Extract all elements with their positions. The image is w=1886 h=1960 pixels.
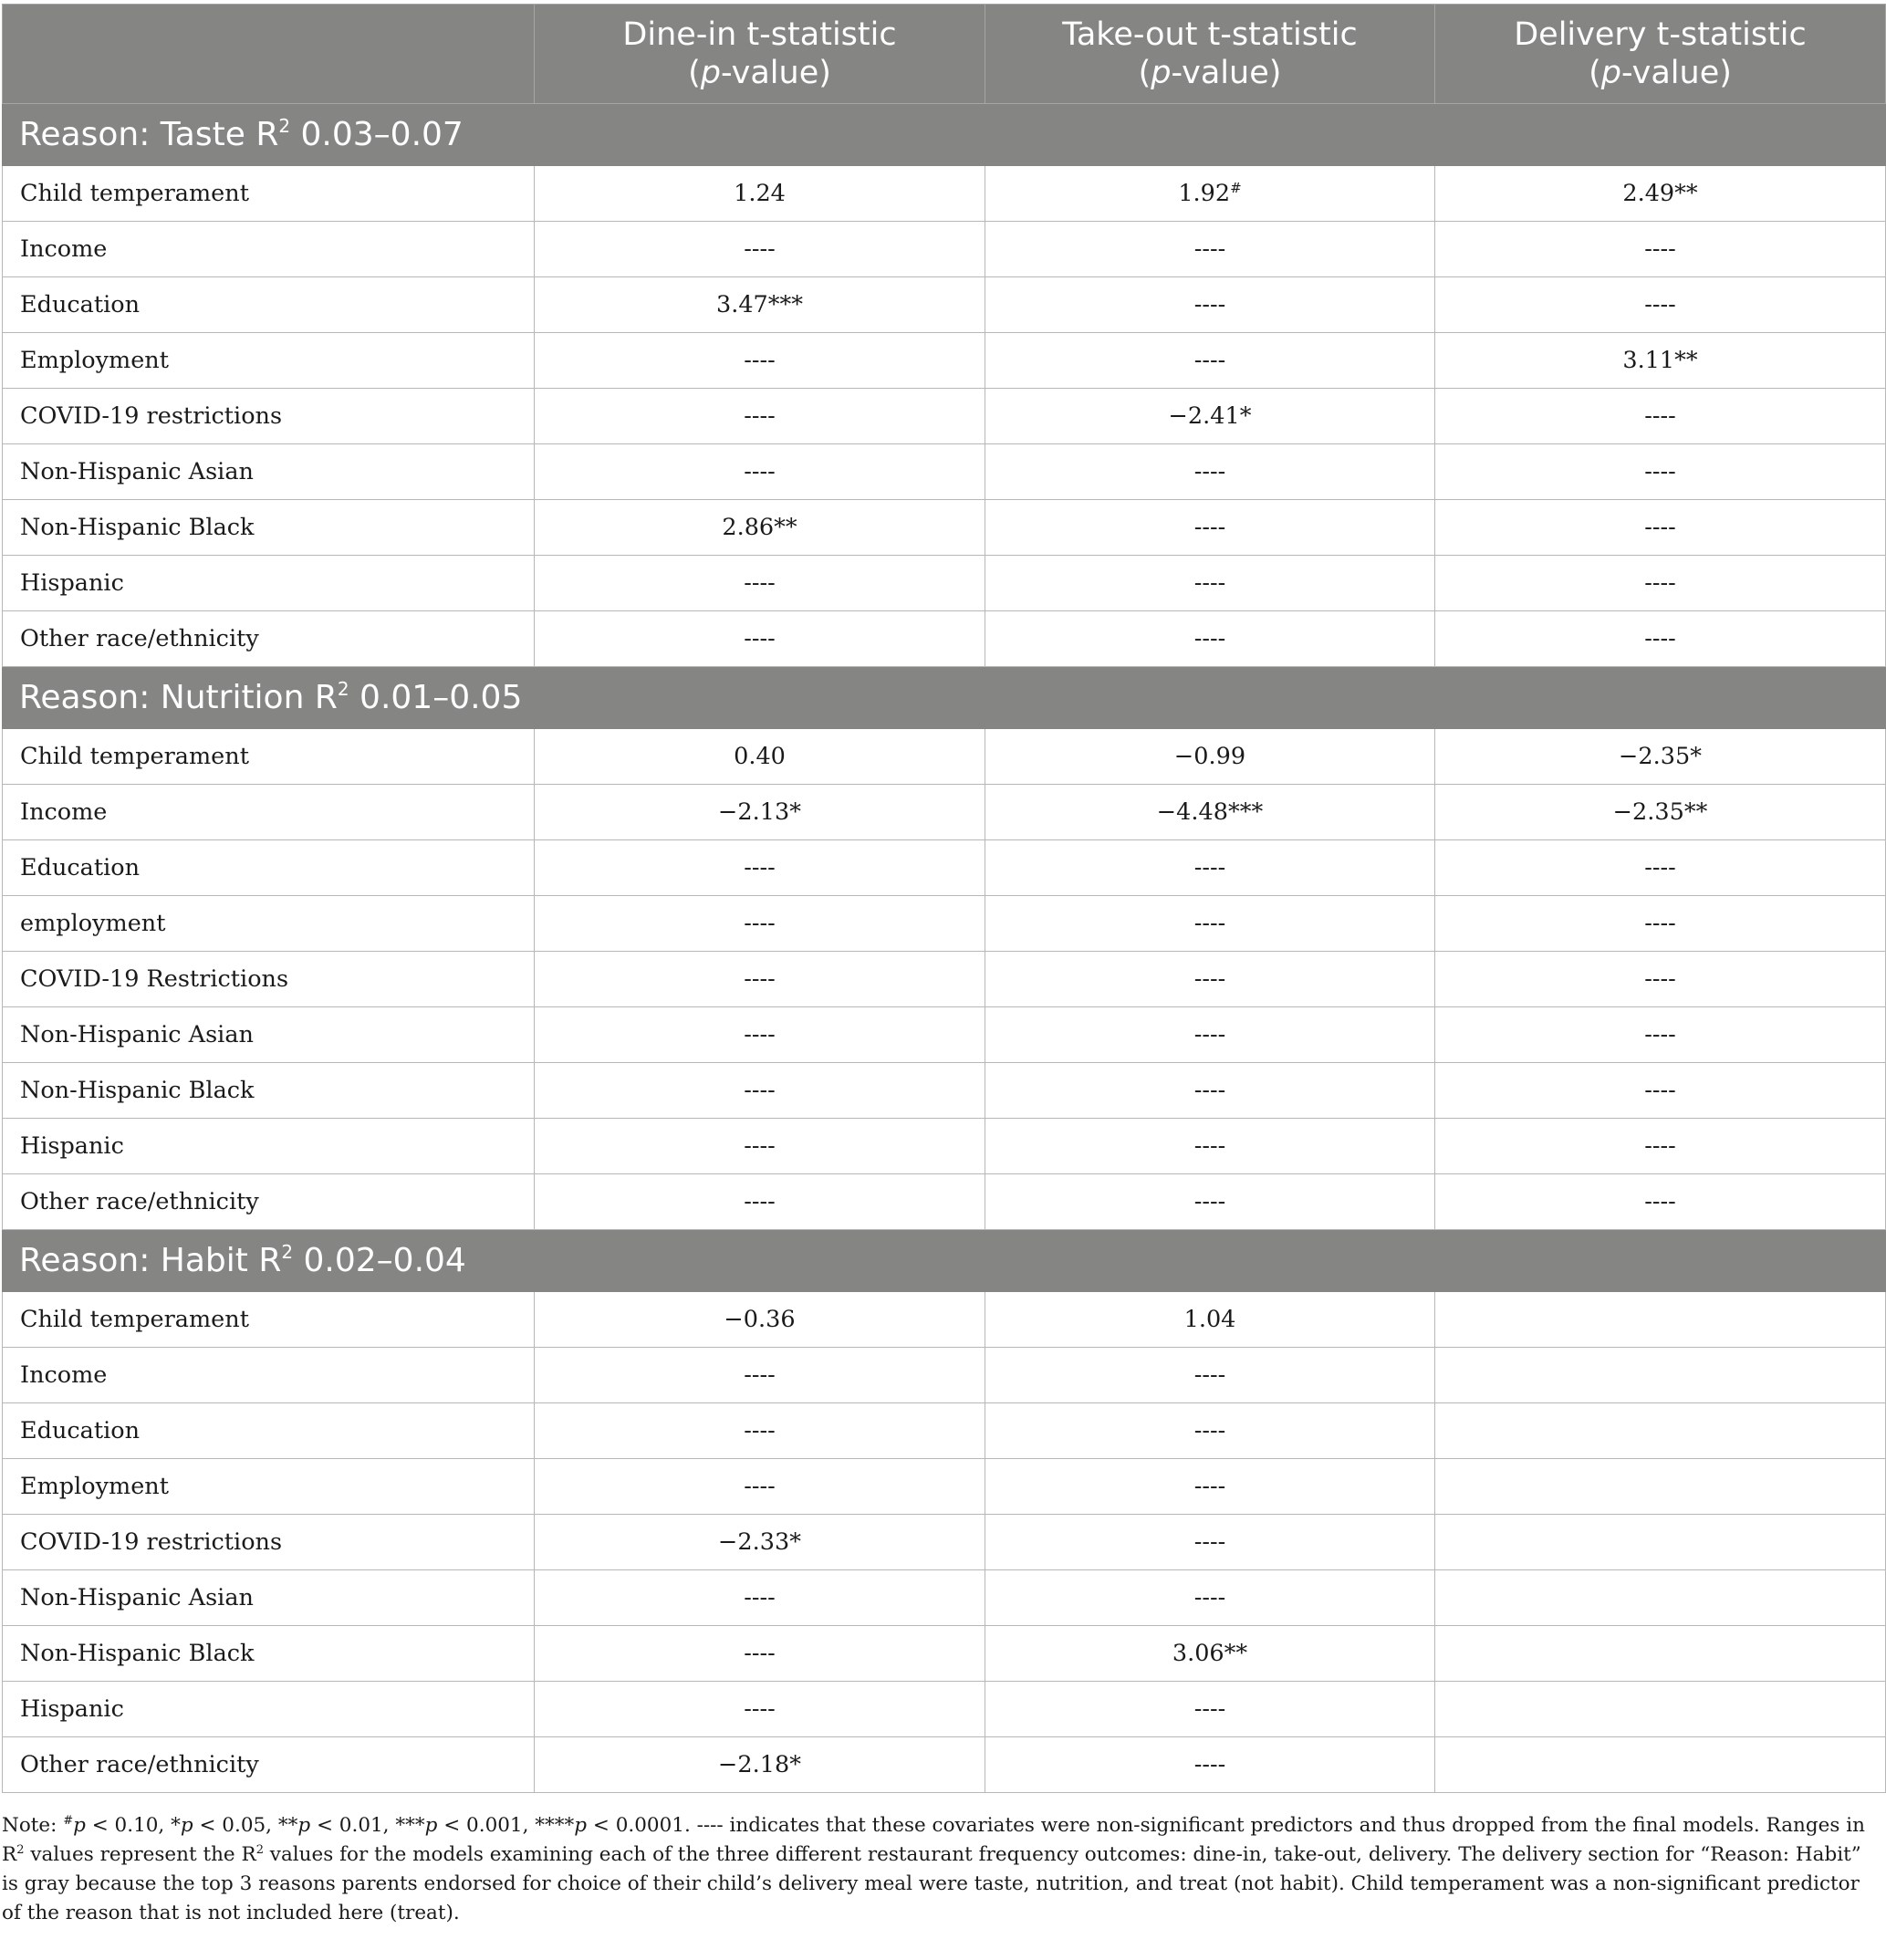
row-label: Education <box>3 277 535 333</box>
table-row <box>3 1174 1886 1230</box>
row-label: Non-Hispanic Asian <box>3 1570 535 1626</box>
delivery-cell: −2.35** <box>1435 785 1886 840</box>
table-row <box>3 1403 1886 1459</box>
take-out-cell: ---- <box>985 1063 1435 1119</box>
dine-in-cell: 2.86** <box>535 500 985 556</box>
table-row <box>3 444 1886 500</box>
table-row <box>3 166 1886 222</box>
p-italic: p <box>1600 55 1621 91</box>
dine-in-cell: ---- <box>535 1174 985 1230</box>
row-label: Non-Hispanic Black <box>3 1063 535 1119</box>
dine-in-cell: ---- <box>535 611 985 667</box>
table-row <box>3 1119 1886 1174</box>
table-row <box>3 1515 1886 1570</box>
take-out-cell: ---- <box>985 277 1435 333</box>
take-out-cell: 1.04 <box>985 1292 1435 1348</box>
r-squared-superscript: 2 <box>337 678 349 700</box>
take-out-cell: ---- <box>985 952 1435 1007</box>
column-header <box>535 5 985 104</box>
delivery-cell: ---- <box>1435 952 1886 1007</box>
table-row <box>3 1292 1886 1348</box>
dine-in-cell: ---- <box>535 1348 985 1403</box>
take-out-cell: −2.41* <box>985 389 1435 444</box>
row-label: Employment <box>3 333 535 389</box>
row-label: Hispanic <box>3 556 535 611</box>
take-out-cell: 1.92# <box>985 166 1435 222</box>
delivery-cell <box>1435 1292 1886 1348</box>
delivery-cell: ---- <box>1435 896 1886 952</box>
header-cell-blank <box>3 5 535 104</box>
dine-in-cell: 0.40 <box>535 729 985 785</box>
table-row <box>3 896 1886 952</box>
p-italic: p <box>73 1814 86 1837</box>
r-squared-superscript: 2 <box>278 115 291 137</box>
column-header-title: Take-out t-statistic <box>1062 16 1358 53</box>
section-title: Reason: Taste $R^2$ 0.03–0.07 <box>3 104 1886 166</box>
delivery-cell <box>1435 1737 1886 1793</box>
take-out-cell: ---- <box>985 333 1435 389</box>
row-label: Hispanic <box>3 1119 535 1174</box>
row-label: employment <box>3 896 535 952</box>
table-row <box>3 785 1886 840</box>
table-row <box>3 1063 1886 1119</box>
column-header-title: Dine-in t-statistic <box>622 16 897 53</box>
delivery-cell: ---- <box>1435 222 1886 277</box>
r-squared-superscript: 2 <box>255 1843 264 1857</box>
delivery-cell <box>1435 1682 1886 1737</box>
delivery-cell: 3.11** <box>1435 333 1886 389</box>
delivery-cell: ---- <box>1435 840 1886 896</box>
take-out-cell: ---- <box>985 500 1435 556</box>
take-out-cell: ---- <box>985 1348 1435 1403</box>
section-title: Reason: Nutrition $R^2$ 0.01–0.05 <box>3 667 1886 729</box>
delivery-cell: ---- <box>1435 444 1886 500</box>
column-header-subtitle: (p-value) <box>688 55 831 91</box>
table-row <box>3 729 1886 785</box>
table-row <box>3 1348 1886 1403</box>
table-row <box>3 277 1886 333</box>
dine-in-cell: ---- <box>535 1063 985 1119</box>
significance-mark: # <box>63 1814 74 1828</box>
delivery-cell <box>1435 1515 1886 1570</box>
table-row <box>3 500 1886 556</box>
row-label: Employment <box>3 1459 535 1515</box>
section-header-row <box>3 104 1886 166</box>
table-row <box>3 556 1886 611</box>
table-row <box>3 952 1886 1007</box>
take-out-cell: ---- <box>985 1459 1435 1515</box>
column-header <box>1435 5 1886 104</box>
table-body <box>3 104 1886 1793</box>
column-header-title: Delivery t-statistic <box>1514 16 1807 53</box>
row-label: Income <box>3 222 535 277</box>
row-label: Non-Hispanic Black <box>3 500 535 556</box>
row-label: Child temperament <box>3 1292 535 1348</box>
dine-in-cell: ---- <box>535 389 985 444</box>
p-italic: p <box>1151 55 1172 91</box>
take-out-cell: ---- <box>985 222 1435 277</box>
dine-in-cell: ---- <box>535 1459 985 1515</box>
delivery-cell: ---- <box>1435 500 1886 556</box>
take-out-cell: ---- <box>985 1682 1435 1737</box>
row-label: Child temperament <box>3 729 535 785</box>
table-row <box>3 1626 1886 1682</box>
table-row <box>3 222 1886 277</box>
dine-in-cell: ---- <box>535 1570 985 1626</box>
row-label: Non-Hispanic Black <box>3 1626 535 1682</box>
take-out-cell: ---- <box>985 1570 1435 1626</box>
p-italic: p <box>180 1814 193 1837</box>
delivery-cell: ---- <box>1435 277 1886 333</box>
delivery-cell: ---- <box>1435 1063 1886 1119</box>
delivery-cell <box>1435 1348 1886 1403</box>
row-label: Non-Hispanic Asian <box>3 444 535 500</box>
table-row <box>3 389 1886 444</box>
dine-in-cell: ---- <box>535 444 985 500</box>
dine-in-cell: ---- <box>535 222 985 277</box>
dine-in-cell: 1.24 <box>535 166 985 222</box>
take-out-cell: ---- <box>985 444 1435 500</box>
dine-in-cell: −0.36 <box>535 1292 985 1348</box>
row-label: COVID-19 Restrictions <box>3 952 535 1007</box>
p-italic: p <box>424 1814 438 1837</box>
column-header <box>985 5 1435 104</box>
delivery-cell <box>1435 1403 1886 1459</box>
row-label: Other race/ethnicity <box>3 611 535 667</box>
row-label: Other race/ethnicity <box>3 1174 535 1230</box>
p-italic: p <box>700 55 721 91</box>
table-footnote: Note: #p < 0.10, *p < 0.05, **p < 0.01, ***p < 0.001, ****p < 0.0001. ---- indicates that these covariates were non-significant predictors and thus dropped from the final models. Ranges in $R^2$ values represent the $R^2$ values for the models examining each of the three different restaurant frequency outcomes: dine-in, take-out, delivery. The delivery section for “Reason: Habit” is gray because the top 3 reasons parents endorsed for choice of their child’s delivery meal were taste, nutrition, and treat (not habit). Child temperament was a non-significant predictor of the reason that is not included here (treat). <box>2 1814 1865 1924</box>
dine-in-cell: ---- <box>535 556 985 611</box>
take-out-cell: ---- <box>985 1174 1435 1230</box>
results-table <box>2 4 1886 1793</box>
dine-in-cell: ---- <box>535 1626 985 1682</box>
take-out-cell: −4.48*** <box>985 785 1435 840</box>
delivery-cell: ---- <box>1435 1007 1886 1063</box>
section-title: Reason: Habit $R^2$ 0.02–0.04 <box>3 1230 1886 1292</box>
table-row <box>3 333 1886 389</box>
dine-in-cell: ---- <box>535 952 985 1007</box>
delivery-cell <box>1435 1626 1886 1682</box>
significance-mark: # <box>1230 180 1242 196</box>
take-out-cell: ---- <box>985 1007 1435 1063</box>
delivery-cell: −2.35* <box>1435 729 1886 785</box>
table-header-row <box>3 5 1886 104</box>
table-row <box>3 1737 1886 1793</box>
take-out-cell: ---- <box>985 1119 1435 1174</box>
take-out-cell: ---- <box>985 1737 1435 1793</box>
row-label: Income <box>3 785 535 840</box>
dine-in-cell: 3.47*** <box>535 277 985 333</box>
row-label: Hispanic <box>3 1682 535 1737</box>
dine-in-cell: ---- <box>535 1403 985 1459</box>
dine-in-cell: −2.13* <box>535 785 985 840</box>
row-label: COVID-19 restrictions <box>3 1515 535 1570</box>
table-row <box>3 1570 1886 1626</box>
dine-in-cell: ---- <box>535 1119 985 1174</box>
take-out-cell: ---- <box>985 556 1435 611</box>
row-label: COVID-19 restrictions <box>3 389 535 444</box>
take-out-cell: ---- <box>985 896 1435 952</box>
row-label: Non-Hispanic Asian <box>3 1007 535 1063</box>
take-out-cell: ---- <box>985 1515 1435 1570</box>
delivery-cell: 2.49** <box>1435 166 1886 222</box>
delivery-cell: ---- <box>1435 1174 1886 1230</box>
take-out-cell: ---- <box>985 840 1435 896</box>
table-row <box>3 1682 1886 1737</box>
take-out-cell: −0.99 <box>985 729 1435 785</box>
r-squared-superscript: 2 <box>16 1843 25 1857</box>
p-italic: p <box>297 1814 311 1837</box>
take-out-cell: ---- <box>985 611 1435 667</box>
row-label: Education <box>3 840 535 896</box>
table-row <box>3 1007 1886 1063</box>
row-label: Child temperament <box>3 166 535 222</box>
take-out-cell: ---- <box>985 1403 1435 1459</box>
section-header-row <box>3 667 1886 729</box>
table-row <box>3 611 1886 667</box>
dine-in-cell: −2.33* <box>535 1515 985 1570</box>
dine-in-cell: ---- <box>535 896 985 952</box>
table-row <box>3 1459 1886 1515</box>
column-header-subtitle: (p-value) <box>1589 55 1732 91</box>
delivery-cell: ---- <box>1435 389 1886 444</box>
delivery-cell: ---- <box>1435 556 1886 611</box>
delivery-cell <box>1435 1570 1886 1626</box>
row-label: Education <box>3 1403 535 1459</box>
row-label: Income <box>3 1348 535 1403</box>
delivery-cell <box>1435 1459 1886 1515</box>
section-header-row <box>3 1230 1886 1292</box>
row-label: Other race/ethnicity <box>3 1737 535 1793</box>
dine-in-cell: ---- <box>535 333 985 389</box>
p-italic: p <box>574 1814 588 1837</box>
delivery-cell: ---- <box>1435 1119 1886 1174</box>
table-row <box>3 840 1886 896</box>
r-squared-superscript: 2 <box>281 1241 294 1263</box>
take-out-cell: 3.06** <box>985 1626 1435 1682</box>
dine-in-cell: ---- <box>535 1007 985 1063</box>
dine-in-cell: ---- <box>535 840 985 896</box>
column-header-subtitle: (p-value) <box>1138 55 1282 91</box>
dine-in-cell: −2.18* <box>535 1737 985 1793</box>
delivery-cell: ---- <box>1435 611 1886 667</box>
dine-in-cell: ---- <box>535 1682 985 1737</box>
